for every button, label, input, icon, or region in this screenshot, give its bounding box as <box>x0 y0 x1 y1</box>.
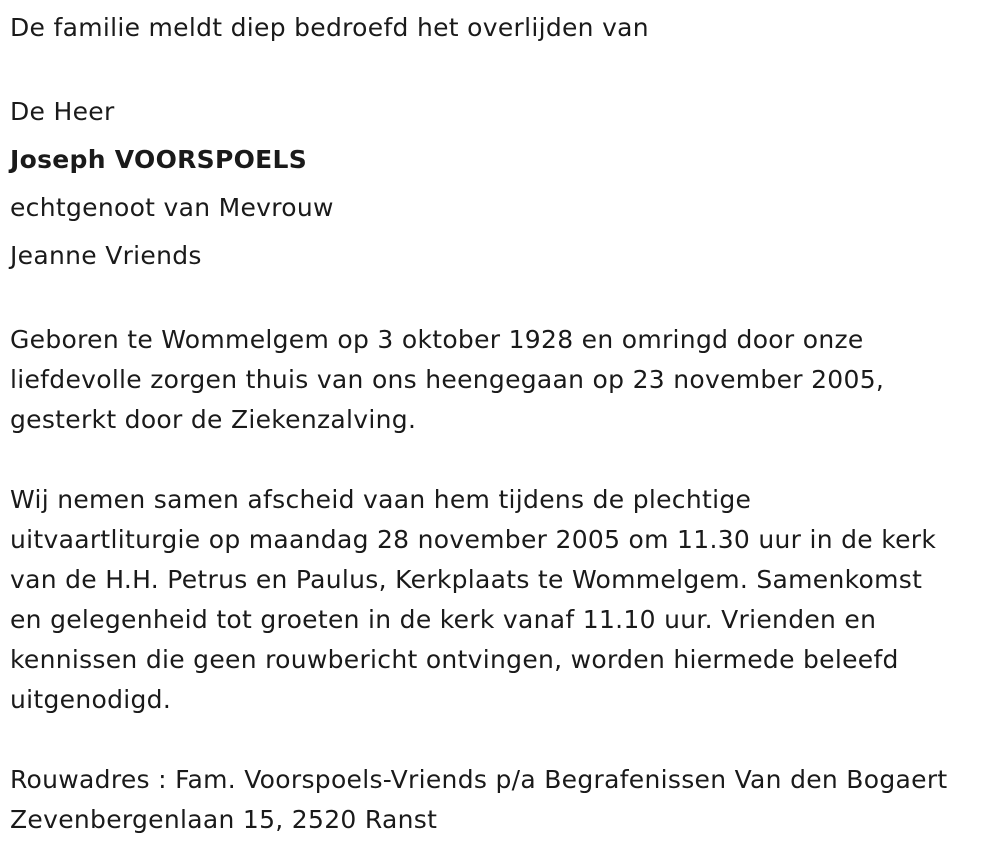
paragraph-line: uitgenodigd. <box>10 685 172 714</box>
paragraph-line: Geboren te Wommelgem op 3 oktober 1928 en omringd door onze <box>10 325 864 354</box>
paragraph-line: uitvaartliturgie op maandag 28 november 2005 om 11.30 uur in de kerk <box>10 525 937 554</box>
paragraph-line: Zevenbergenlaan 15, 2520 Ranst <box>10 805 438 834</box>
paragraph-line: gesterkt door de Ziekenzalving. <box>10 405 417 434</box>
spacer <box>10 280 995 320</box>
paragraph-line: en gelegenheid tot groeten in de kerk vanaf 11.10 uur. Vrienden en <box>10 605 877 634</box>
address-paragraph <box>10 760 995 840</box>
intro-line: De familie meldt diep bedroefd het overlijden van <box>10 13 649 42</box>
paragraph-line: Wij nemen samen afscheid vaan hem tijdens de plechtige <box>10 485 752 514</box>
paragraph-line: Rouwadres : Fam. Voorspoels-Vriends p/a Begrafenissen Van den Bogaert <box>10 765 948 794</box>
salutation: De Heer <box>10 97 115 126</box>
birth-paragraph <box>10 320 995 440</box>
spacer <box>10 440 995 480</box>
spacer <box>10 48 995 88</box>
deceased-name: Joseph VOORSPOELS <box>10 145 308 174</box>
funeral-paragraph <box>10 480 995 720</box>
paragraph-line: kennissen die geen rouwbericht ontvingen, worden hiermede beleefd <box>10 645 899 674</box>
spacer <box>10 720 995 760</box>
paragraph-line: liefdevolle zorgen thuis van ons heengegaan op 23 november 2005, <box>10 365 885 394</box>
spouse-line-1: echtgenoot van Mevrouw <box>10 193 334 222</box>
paragraph-line: van de H.H. Petrus en Paulus, Kerkplaats te Wommelgem. Samenkomst <box>10 565 923 594</box>
obituary-notice <box>10 0 995 840</box>
spouse-line-2: Jeanne Vriends <box>10 241 202 270</box>
